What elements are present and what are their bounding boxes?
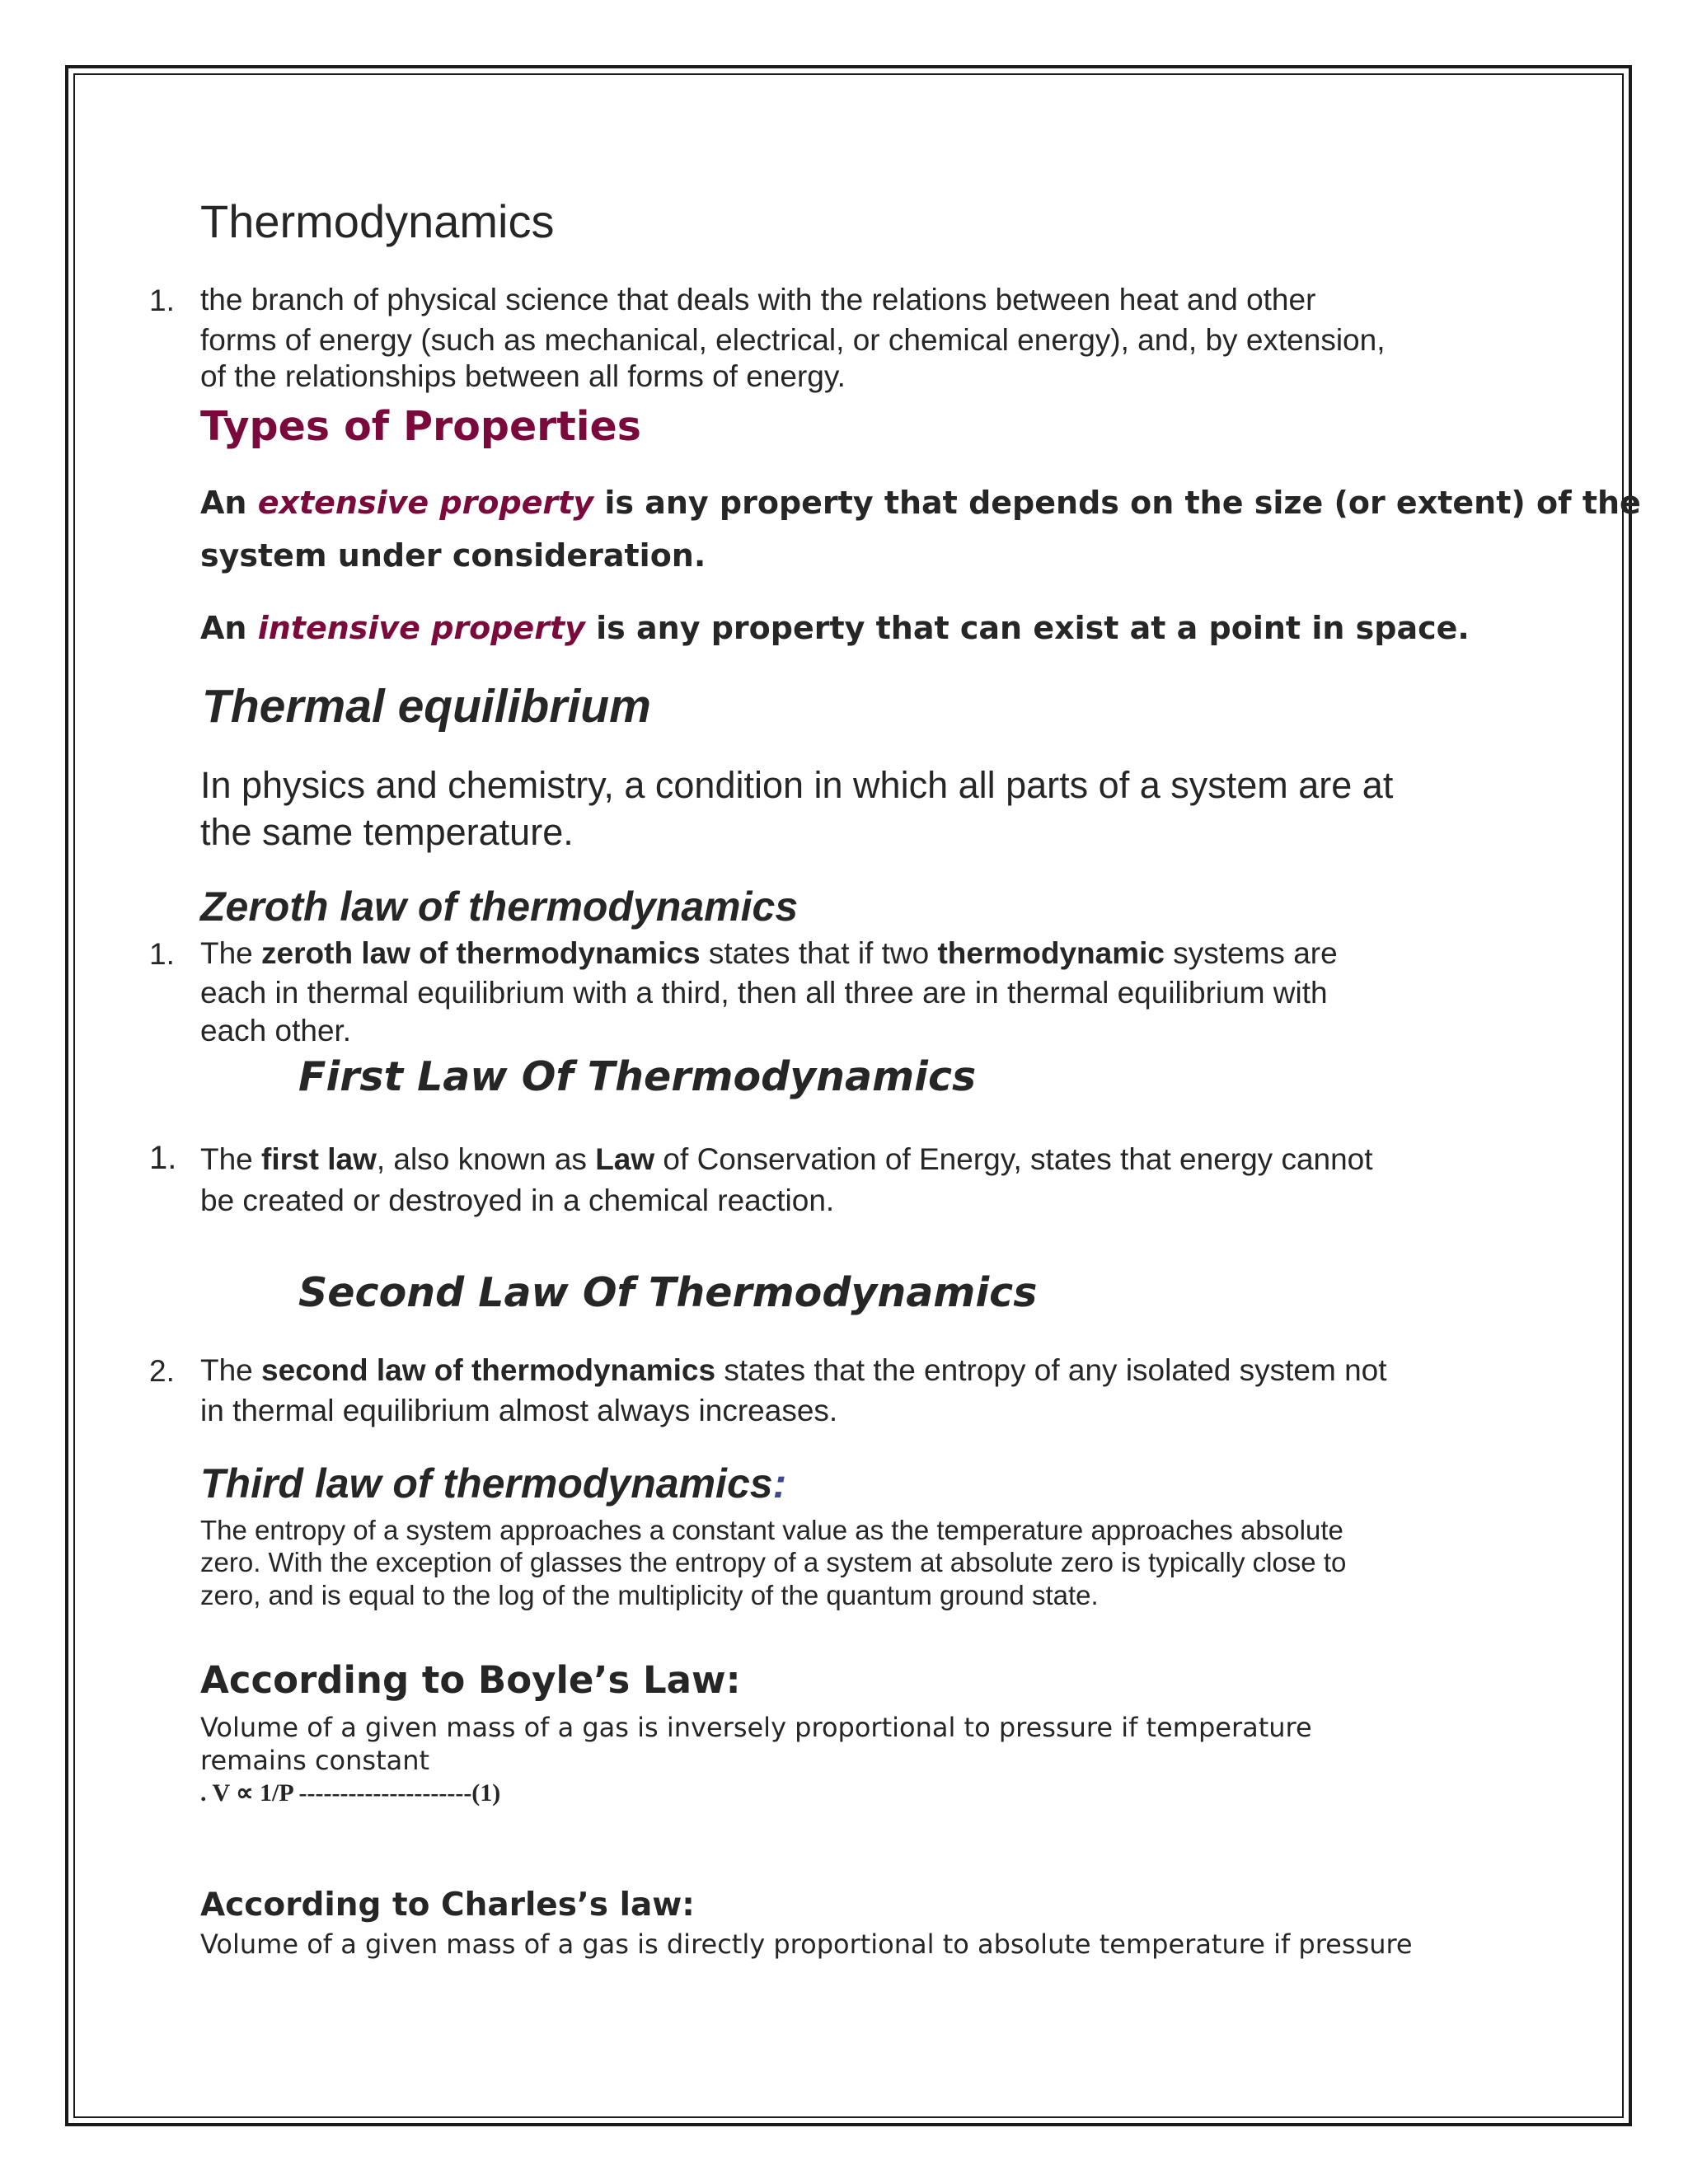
- third-line: The entropy of a system approaches a constant value as the temperature approaches absolute: [200, 1515, 1343, 1545]
- extensive-prefix: An: [200, 485, 258, 521]
- section-heading-properties: Types of Properties: [200, 403, 641, 450]
- section-heading-charles: According to Charles’s law:: [200, 1886, 695, 1924]
- section-heading-boyle: According to Boyle’s Law:: [200, 1658, 741, 1702]
- definition-line: forms of energy (such as mechanical, electrical, or chemical energy), and, by extension,: [200, 323, 1386, 357]
- equilibrium-line: the same temperature.: [200, 811, 574, 853]
- boyle-line: Volume of a given mass of a gas is inversely proportional to pressure if temperature: [200, 1712, 1312, 1743]
- page-title: Thermodynamics: [200, 195, 555, 247]
- boyle-line: remains constant: [200, 1745, 430, 1776]
- text-run: The: [200, 1142, 262, 1176]
- intensive-term: intensive property: [257, 610, 585, 646]
- intensive-prefix: An: [200, 610, 258, 646]
- intensive-rest: is any property that can exist at a point in space.: [584, 610, 1470, 646]
- section-heading-zeroth: Zeroth law of thermodynamics: [200, 883, 799, 930]
- first-line: [200, 1140, 1373, 1179]
- section-heading-third: [200, 1460, 786, 1507]
- extensive-term: extensive property: [257, 485, 594, 521]
- text-run: states that if two: [700, 936, 938, 970]
- equilibrium-line: In physics and chemistry, a condition in which all parts of a system are at: [200, 764, 1394, 806]
- zeroth-line: each in thermal equilibrium with a third, then all three are in thermal equilibrium with: [200, 976, 1328, 1010]
- text-run: The: [200, 1353, 262, 1387]
- third-line: zero. With the exception of glasses the entropy of a system at absolute zero is typically close to: [200, 1547, 1347, 1577]
- zeroth-line: [200, 934, 1338, 973]
- text-run: states that the entropy of any isolated system not: [715, 1353, 1387, 1387]
- bold-term: thermodynamic: [937, 936, 1165, 970]
- definition-line: of the relationships between all forms of energy.: [200, 359, 846, 393]
- list-number: 1.: [149, 1140, 177, 1176]
- charles-line: Volume of a given mass of a gas is directly proportional to absolute temperature if pressure: [200, 1929, 1413, 1960]
- third-line: zero, and is equal to the log of the multiplicity of the quantum ground state.: [200, 1580, 1099, 1610]
- text-run: The: [200, 936, 262, 970]
- list-number: 2.: [149, 1354, 175, 1388]
- intensive-property-line: [200, 610, 1470, 646]
- definition-line: the branch of physical science that deals with the relations between heat and other: [200, 283, 1316, 316]
- zeroth-line: each other.: [200, 1014, 352, 1047]
- bold-term: second law of thermodynamics: [261, 1353, 716, 1387]
- bold-term: first law: [261, 1142, 377, 1176]
- first-line: be created or destroyed in a chemical reaction.: [200, 1183, 835, 1217]
- section-heading-equilibrium: Thermal equilibrium: [202, 680, 651, 733]
- heading-colon: :: [772, 1460, 787, 1507]
- section-heading-second: Second Law Of Thermodynamics: [298, 1269, 1038, 1316]
- second-line: in thermal equilibrium almost always increases.: [200, 1394, 838, 1427]
- extensive-rest: is any property that depends on the size (or extent) of the: [593, 485, 1641, 521]
- extensive-property-line: [200, 485, 1641, 521]
- second-line: [200, 1351, 1387, 1390]
- heading-text: Third law of thermodynamics: [200, 1460, 773, 1507]
- text-run: , also known as: [376, 1142, 596, 1176]
- text-run: systems are: [1164, 936, 1338, 970]
- extensive-property-line2: system under consideration.: [200, 537, 706, 574]
- text-run: of Conservation of Energy, states that energy cannot: [654, 1142, 1373, 1176]
- bold-term: Law: [595, 1142, 655, 1176]
- list-number: 1.: [149, 937, 175, 971]
- bold-term: zeroth law of thermodynamics: [261, 936, 701, 970]
- list-number: 1.: [149, 284, 175, 317]
- boyle-formula: . V ∝ 1/P ---------------------(1): [200, 1779, 501, 1807]
- section-heading-first: First Law Of Thermodynamics: [298, 1053, 977, 1100]
